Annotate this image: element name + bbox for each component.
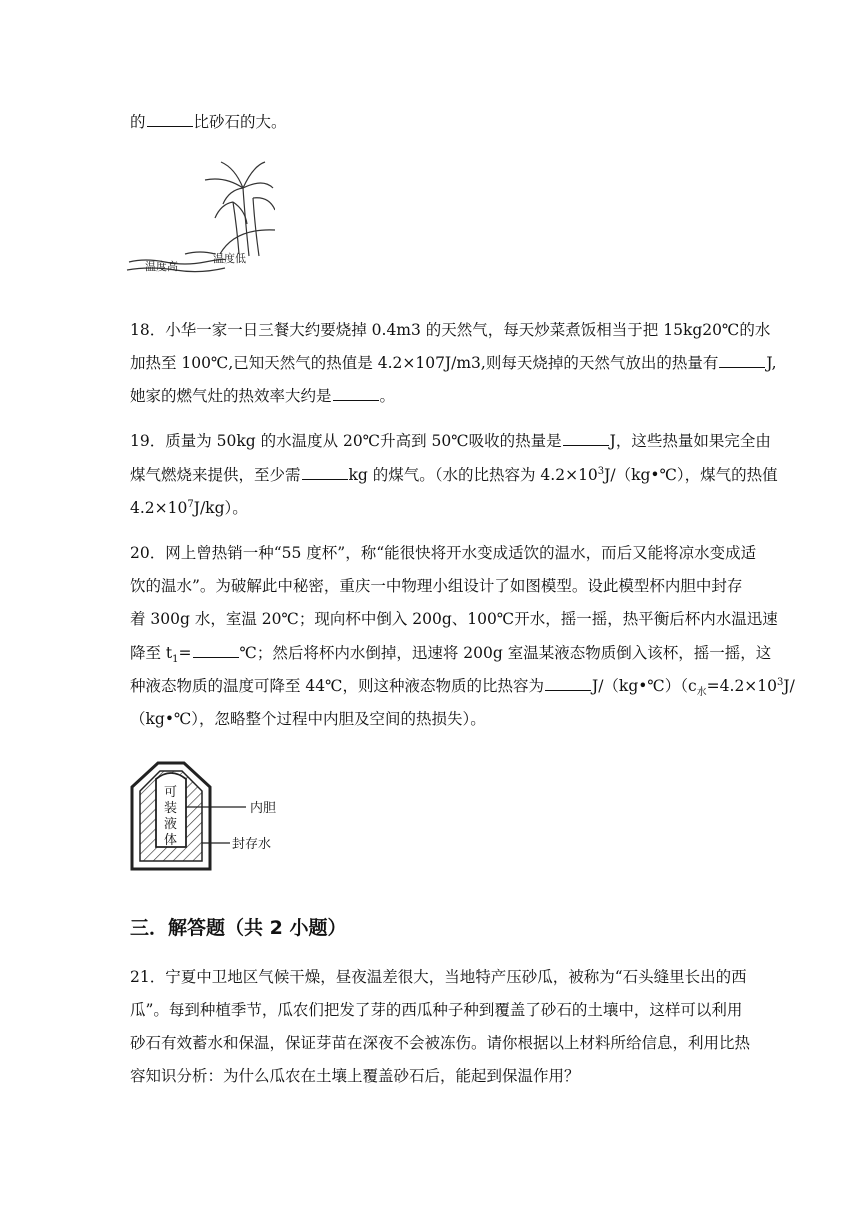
q21-line-4: 容知识分析：为什么瓜农在土壤上覆盖砂石后，能起到保温作用？	[130, 1067, 580, 1085]
q19-line-3-end: J/kg）。	[193, 499, 248, 517]
fig20-cup-diagram	[128, 757, 288, 875]
q21-line-3: 砂石有效蓄水和保温，保证芽苗在深夜不会被冻伤。请你根据以上材料所给信息，利用比热	[130, 1034, 751, 1052]
q20-line-5-sup: 3	[777, 676, 784, 688]
q19-line-3-pre: 4.2×10	[130, 499, 188, 517]
q20-line-3: 着 300g 水，室温 20℃；现向杯中倒入 200g、100℃开水，摇一摇，热平衡后杯内水温迅速	[130, 610, 778, 628]
q21-line-1: 21．宁夏中卫地区气候干燥，昼夜温差很大，当地特产压砂瓜，被称为“石头缝里长出的西	[130, 968, 747, 986]
q19-line-2-end: J/（kg•℃），煤气的热值	[604, 466, 778, 484]
fig20-label-inner: 内胆	[250, 801, 277, 816]
q19-line-3-sup: 7	[187, 498, 194, 510]
q19-line-1-pre: 19．质量为 50kg 的水温度从 20℃升高到 50℃吸收的热量是	[130, 432, 562, 450]
q20-line-4-mid: =	[178, 644, 192, 662]
q18-blank-efficiency	[333, 386, 379, 401]
fig17-beach-illustration	[125, 158, 275, 278]
q19-line-1-post: J，这些热量如果完全由	[609, 432, 771, 450]
q20-line-2: 饮的温水”。为破解此中秘密，重庆一中物理小组设计了如图模型。设此模型杯内胆中封存	[130, 577, 743, 595]
q20-blank-temperature	[193, 643, 239, 658]
q19-line-2-pre: 煤气燃烧来提供，至少需	[130, 466, 301, 484]
q18-line-3-post: 。	[379, 387, 396, 405]
q19-line-1	[130, 431, 771, 451]
fig20-liquid-char-4: 体	[164, 833, 178, 848]
q20-line-4-post: ℃；然后将杯内水倒掉，迅速将 200g 室温某液态物质倒入该杯，摇一摇，这	[239, 644, 772, 662]
q20-line-1: 20．网上曾热销一种“55 度杯”，称“能很快将开水变成适饮的温水，而后又能将凉水变成适	[130, 544, 757, 562]
q20-blank-specific-heat	[545, 676, 591, 691]
q20-line-5-mid2: =4.2×10	[706, 677, 778, 695]
q18-blank-heat	[719, 353, 765, 368]
q17-tail-line	[130, 112, 287, 132]
fig20-liquid-char-3: 液	[164, 817, 178, 832]
q20-line-5-end: J/	[783, 677, 795, 695]
q20-line-4-pre: 降至 t	[130, 644, 173, 662]
q20-line-5	[130, 676, 795, 699]
q20-line-4	[130, 643, 772, 666]
q21-line-2: 瓜”。每到种植季节，瓜农们把发了芽的西瓜种子种到覆盖了砂石的土壤中，这样可以利用	[130, 1001, 743, 1019]
q19-blank-heat	[563, 431, 609, 446]
q17-text-pre: 的	[130, 113, 146, 131]
fig17-label-high: 温度高	[145, 260, 178, 273]
fig17-label-low: 温度低	[213, 252, 246, 265]
q19-line-2-sup: 3	[597, 465, 605, 477]
q18-line-1: 18．小华一家一日三餐大约要烧掉 0.4m3 的天然气，每天炒菜煮饭相当于把 15kg20℃的水	[130, 321, 771, 339]
q18-line-2-pre: 加热至 100℃,已知天然气的热值是 4.2×107J/m3,则每天烧掉的天然气放出的热量有	[130, 354, 719, 372]
fig20-liquid-char-1: 可	[164, 785, 178, 800]
q18-line-2	[130, 353, 777, 373]
fig20-label-water: 封存水	[232, 837, 272, 852]
q20-line-5-sub: 水	[696, 687, 707, 699]
q19-line-3	[130, 498, 248, 518]
q20-line-4-sub: 1	[172, 654, 179, 666]
q18-line-3	[130, 386, 395, 406]
q17-text-post: 比砂石的大。	[193, 113, 287, 131]
fig20-liquid-char-2: 装	[164, 801, 178, 816]
q20-line-5-mid: J/（kg•℃）（c	[592, 677, 697, 695]
q20-line-6: （kg•℃），忽略整个过程中内胆及空间的热损失）。	[130, 710, 486, 728]
q20-line-5-pre: 种液态物质的温度可降至 44℃，则这种液态物质的比热容为	[130, 677, 544, 695]
q19-line-2-post: kg 的煤气。（水的比热容为 4.2×10	[348, 466, 598, 484]
q18-line-3-pre: 她家的燃气灶的热效率大约是	[130, 387, 332, 405]
q18-line-2-post: J,	[766, 354, 777, 372]
q19-line-2	[130, 465, 778, 485]
section-3-heading: 三．解答题（共 2 小题）	[130, 917, 347, 939]
q17-answer-blank	[147, 112, 193, 127]
q19-blank-mass	[302, 465, 348, 480]
